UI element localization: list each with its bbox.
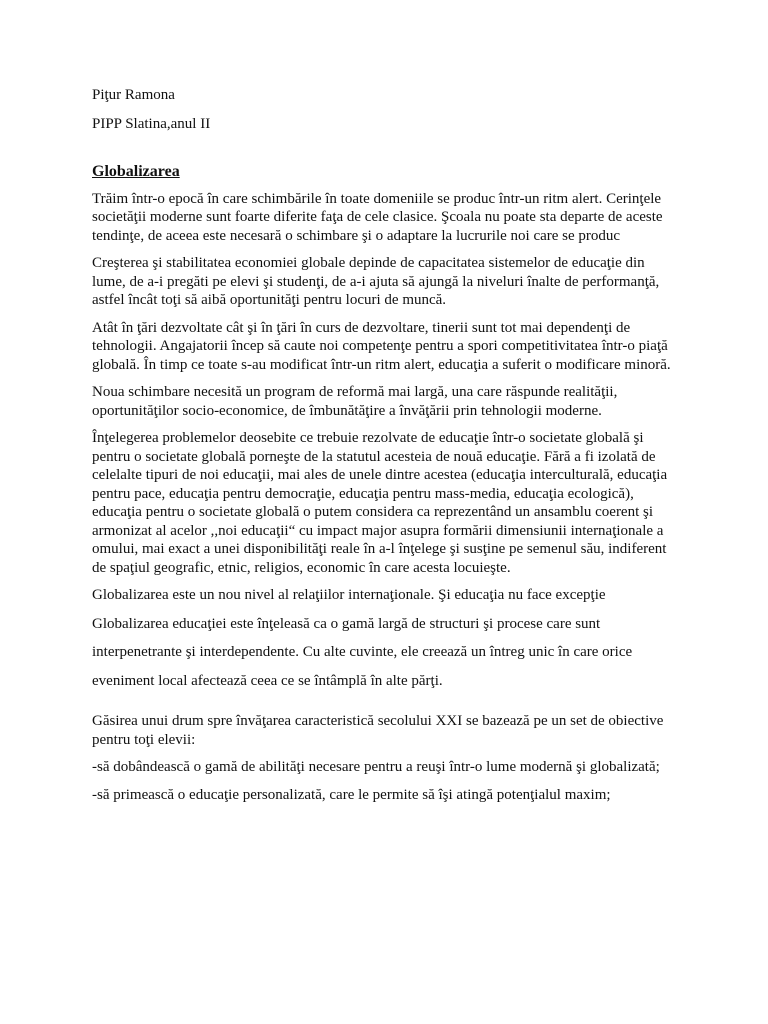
paragraph: Atât în ţări dezvoltate cât şi în ţări în curs de dezvoltare, tinerii sunt tot mai dependenţi de tehnologii. Angajatorii încep să caute noi competenţe pentru a spori competitivitatea într-o piaţă globală. În timp ce toate s-au modificat într-un ritm alert, educaţia a suferit o modificare minoră. [92, 319, 671, 373]
objective-item: -să dobândească o gamă de abilităţi necesare pentru a reuşi într-o lume modernă şi globalizată; [92, 759, 660, 775]
objective-item: -să primească o educaţie personalizată, care le permite să îşi atingă potenţialul maxim; [92, 786, 611, 803]
spaced-line: interpenetrante şi interdependente. Cu alte cuvinte, ele creează un întreg unic în care orice [92, 644, 633, 660]
spaced-line: eveniment local afectează ceea ce se întâmplă în alte părţi. [92, 672, 443, 689]
document-title: Globalizarea [92, 163, 180, 180]
paragraph: Creşterea şi stabilitatea economiei globale depinde de capacitatea sistemelor de educaţie din lume, de a-i pregăti pe elevi şi studenţi, de a-i ajuta să ajungă la niveluri înalte de performanţă, astfel încât toţi să aibă oportunităţi pentru locuri de muncă. [92, 255, 660, 308]
paragraph: Noua schimbare necesită un program de reformă mai largă, una care răspunde realităţii, oportunităţilor socio-economice, de îmbunătăţire a învăţării prin tehnologii moderne. [92, 384, 618, 419]
paragraph: Trăim într-o epocă în care schimbările în toate domeniile se produc într-un ritm alert. Cerinţele societăţii moderne sunt foarte diferite faţa de cele clasice. Şcoala nu poate sta departe de aceste tendinţe, de aceea este necesară o schimbare şi o adaptare la lucrurile noi care se produc [92, 190, 663, 244]
school-info: PIPP Slatina,anul II [92, 115, 211, 132]
document-content [92, 86, 682, 813]
paragraph: Globalizarea este un nou nivel al relaţiilor internaţionale. Şi educaţia nu face excepţie [92, 587, 606, 603]
author-name: Piţur Ramona [92, 87, 175, 103]
paragraph: Înţelegerea problemelor deosebite ce trebuie rezolvate de educaţie într-o societate globală şi pentru o societate globală porneşte de la statutul acesteia de nouă educaţie. Fără a fi izolată de celelalte tipuri de noi educaţii, mai ales de unele dintre acestea (educaţia interculturală, educaţia pentru pace, educaţia pentru democraţie, educaţia pentru mass-media, educaţia ecologică), educaţia pentru o societate globală o putem considera ca reprezentând un ansamblu coerent şi armonizat al acelor ,,noi educaţii“ cu impact major asupra formării dimensiunii internaţionale a omului, mai exact a unei disponibilităţi reale în a-l înţelege şi susţine pe semenul său, indiferent de spaţiul geografic, etnic, religios, economic în care acesta locuieşte. [92, 430, 668, 576]
objectives-intro: Găsirea unui drum spre învăţarea caracteristică secolului XXI se bazează pe un set de obiective pentru toţi elevii: [92, 713, 664, 748]
spaced-line: Globalizarea educaţiei este înţeleasă ca o gamă largă de structuri şi procese care sunt [92, 615, 601, 632]
